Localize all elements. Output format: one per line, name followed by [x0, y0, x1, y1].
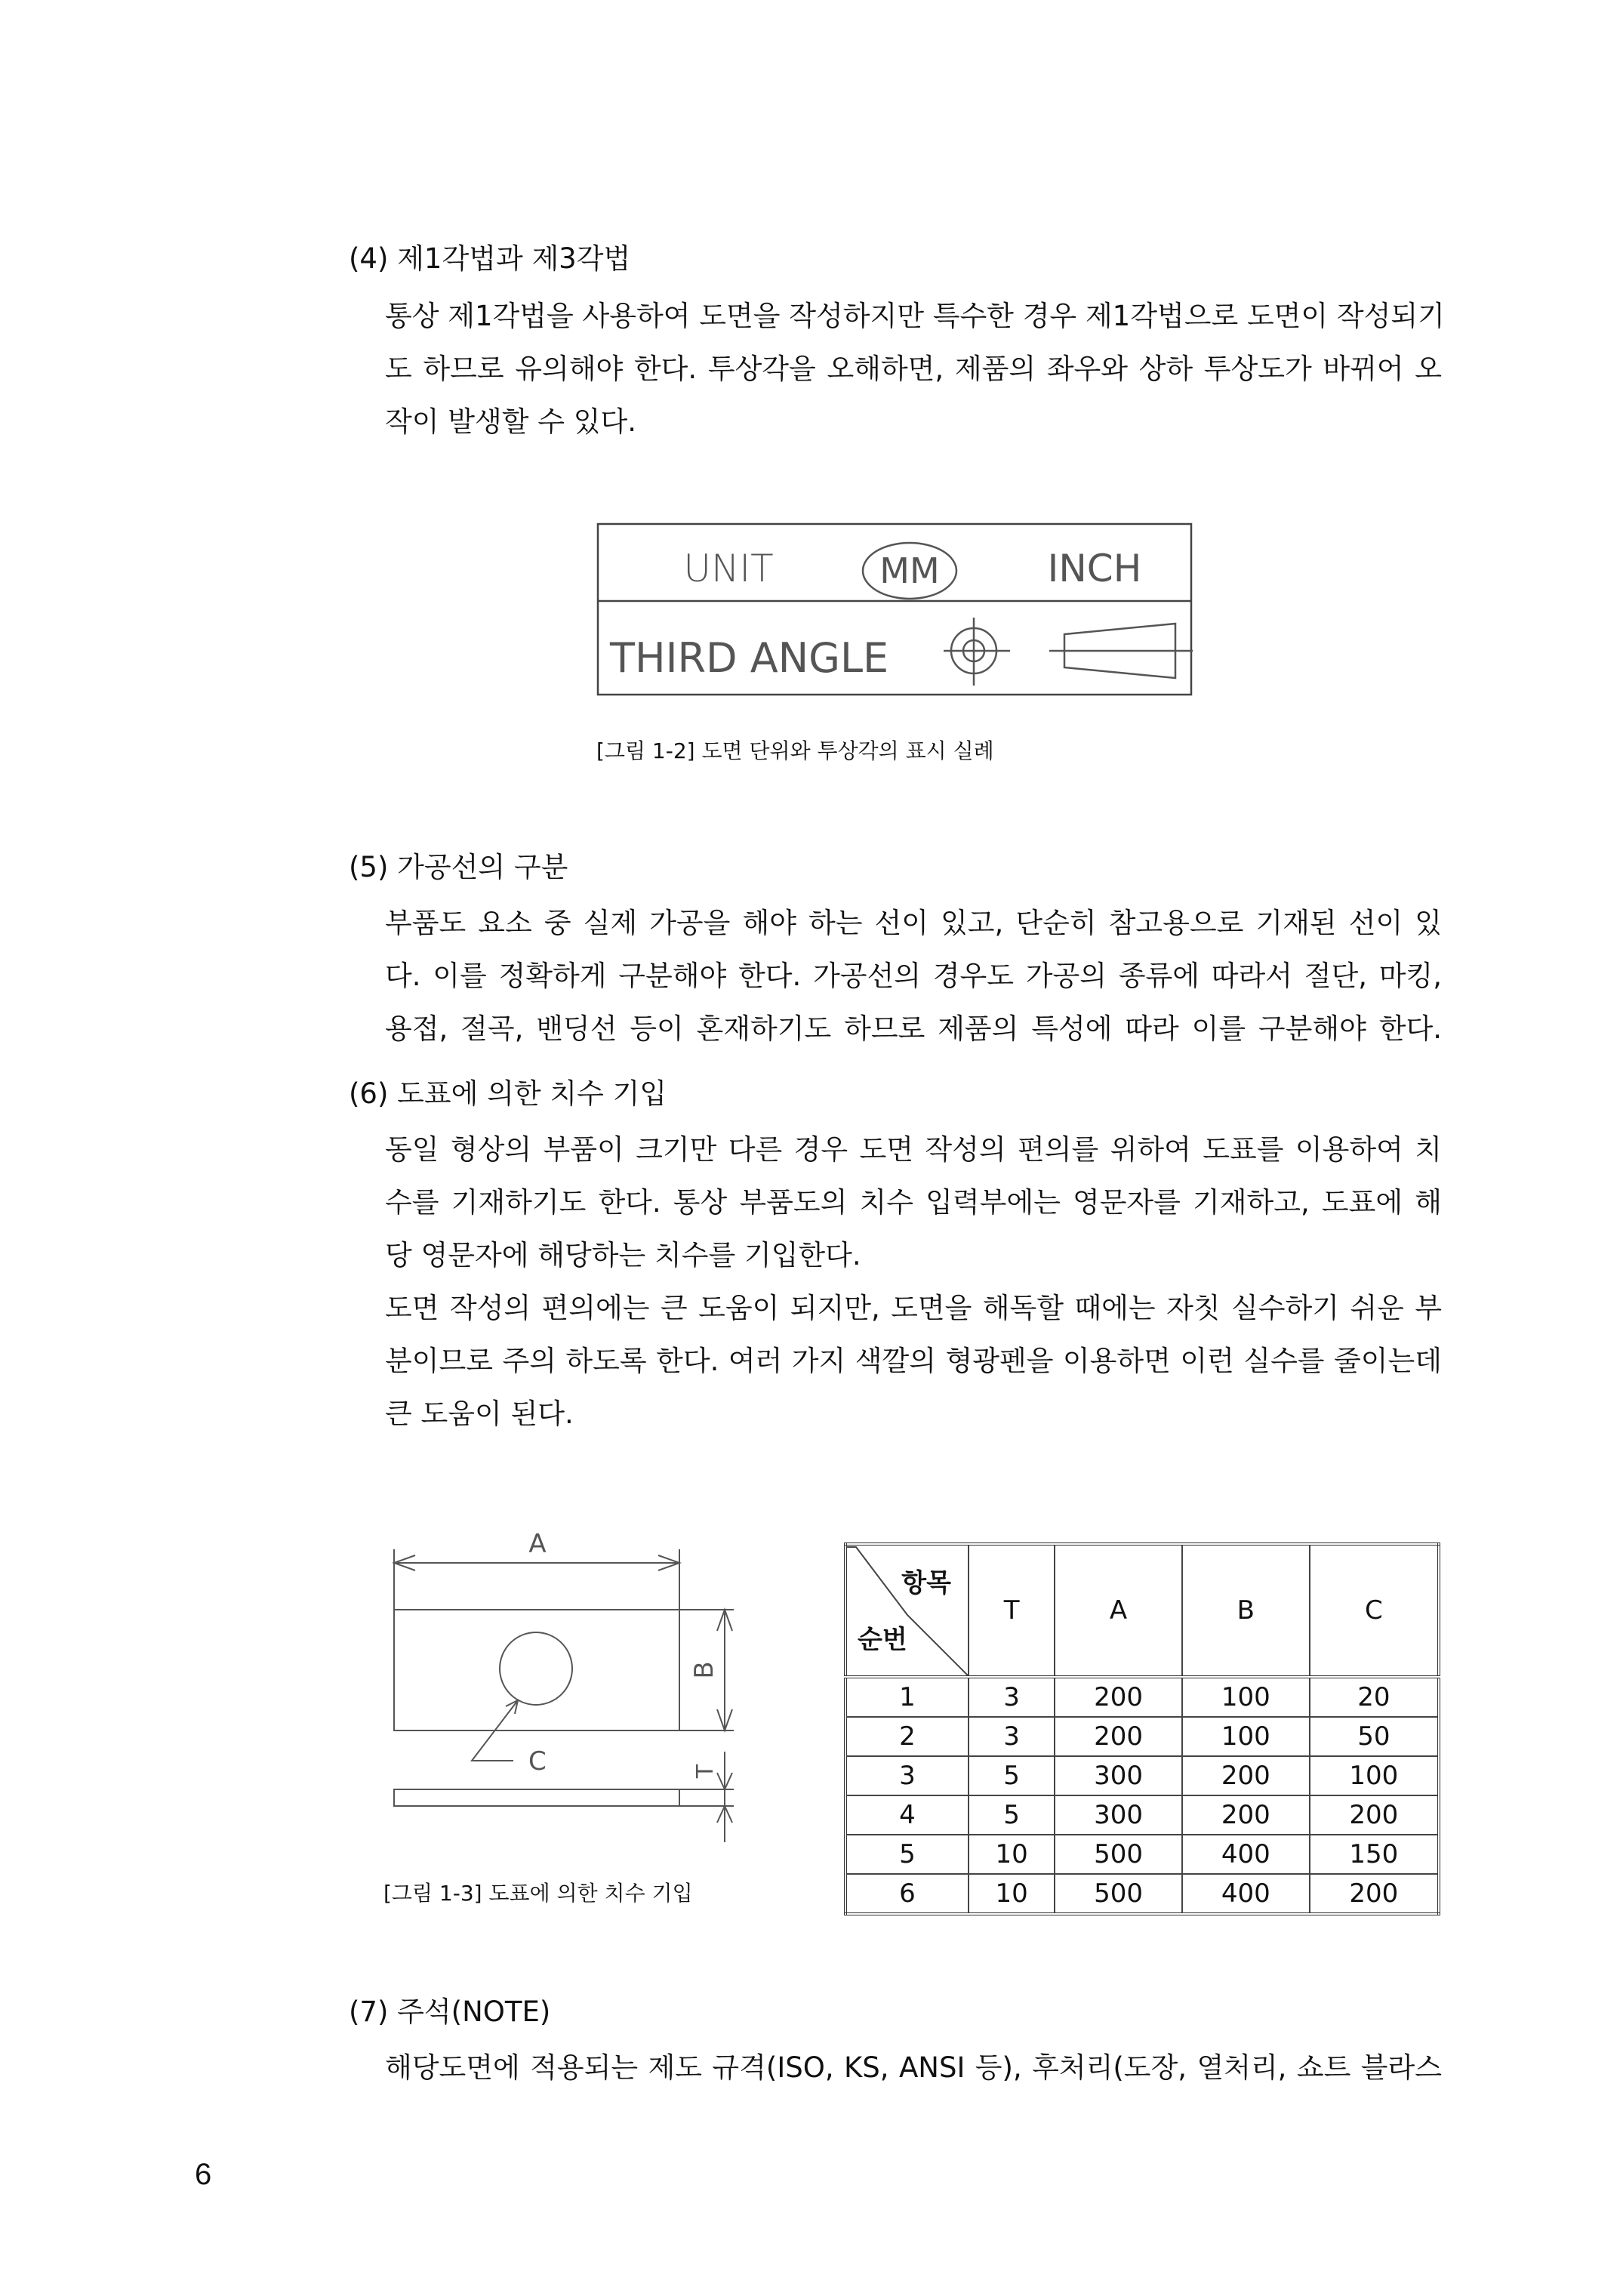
- table-cell: 10: [969, 1835, 1055, 1874]
- section-4-heading: (4) 제1각법과 제3각법: [349, 242, 631, 275]
- inch-label: INCH: [1047, 547, 1142, 590]
- table-corner-cell: [845, 1544, 969, 1677]
- section-6-line-6: 큰 도움이 된다.: [385, 1398, 574, 1430]
- table-row: [845, 1795, 1439, 1835]
- column-header: T: [969, 1544, 1055, 1677]
- dim-label-a: A: [528, 1529, 547, 1559]
- projection-circle-icon: [944, 618, 1010, 686]
- table-cell: 3: [845, 1756, 969, 1795]
- table-cell: 6: [845, 1874, 969, 1914]
- section-6-line-4: 도면 작성의 편의에는 큰 도움이 되지만, 도면을 해독할 때에는 자칫 실수하기 쉬운 부: [385, 1292, 1442, 1324]
- table-cell: 5: [969, 1756, 1055, 1795]
- table-cell: 100: [1182, 1677, 1310, 1717]
- table-cell: 2: [845, 1717, 969, 1756]
- section-6-line-3: 당 영문자에 해당하는 치수를 기입한다.: [385, 1239, 861, 1271]
- table-cell: 200: [1055, 1677, 1182, 1717]
- table-cell: 400: [1182, 1874, 1310, 1914]
- header-order-label: 순번: [858, 1625, 907, 1655]
- table-row: [845, 1835, 1439, 1874]
- table-row: [845, 1677, 1439, 1717]
- table-cell: 200: [1310, 1795, 1439, 1835]
- unit-label: UNIT: [683, 547, 774, 590]
- table-cell: 150: [1310, 1835, 1439, 1874]
- section-6-line-1: 동일 형상의 부품이 크기만 다른 경우 도면 작성의 편의를 위하여 도표를 이용하여 치: [385, 1133, 1442, 1166]
- table-cell: 3: [969, 1677, 1055, 1717]
- column-header: B: [1182, 1544, 1310, 1677]
- table-cell: 100: [1182, 1717, 1310, 1756]
- page-number: 6: [195, 2158, 212, 2191]
- mm-label: MM: [879, 550, 940, 591]
- table-cell: 200: [1310, 1874, 1439, 1914]
- table-cell: 1: [845, 1677, 969, 1717]
- dimension-table: [844, 1542, 1440, 1915]
- table-cell: 300: [1055, 1756, 1182, 1795]
- section-7-heading: (7) 주석(NOTE): [349, 1996, 551, 2028]
- table-cell: 200: [1182, 1795, 1310, 1835]
- table-cell: 100: [1310, 1756, 1439, 1795]
- section-5-line-1: 부품도 요소 중 실제 가공을 해야 하는 선이 있고, 단순히 참고용으로 기재된 선이 있: [385, 907, 1442, 939]
- unit-projection-figure: [596, 521, 1215, 710]
- section-5-line-3: 용접, 절곡, 밴딩선 등이 혼재하기도 하므로 제품의 특성에 따라 이를 구분해야 한다.: [385, 1012, 1442, 1045]
- table-cell: 200: [1055, 1717, 1182, 1756]
- table-cell: 3: [969, 1717, 1055, 1756]
- table-cell: 500: [1055, 1874, 1182, 1914]
- table-row: [845, 1874, 1439, 1914]
- section-6-heading: (6) 도표에 의한 치수 기입: [349, 1077, 667, 1110]
- section-4-line-1: 통상 제1각법을 사용하여 도면을 작성하지만 특수한 경우 제1각법으로 도면이 작성되기: [385, 300, 1445, 332]
- figure-1-3-caption: [그림 1-3] 도표에 의한 치수 기입: [383, 1881, 693, 1906]
- column-header: A: [1055, 1544, 1182, 1677]
- table-cell: 5: [969, 1795, 1055, 1835]
- column-header: C: [1310, 1544, 1439, 1677]
- section-6-line-2: 수를 기재하기도 한다. 통상 부품도의 치수 입력부에는 영문자를 기재하고, 도표에 해: [385, 1186, 1442, 1219]
- table-cell: 4: [845, 1795, 969, 1835]
- section-5-line-2: 다. 이를 정확하게 구분해야 한다. 가공선의 경우도 가공의 종류에 따라서 절단, 마킹,: [385, 960, 1442, 992]
- table-row: [845, 1717, 1439, 1756]
- table-cell: 400: [1182, 1835, 1310, 1874]
- section-7-line-1: 해당도면에 적용되는 제도 규격(ISO, KS, ANSI 등), 후처리(도장, 열처리, 쇼트 블라스: [385, 2051, 1442, 2084]
- table-cell: 10: [969, 1874, 1055, 1914]
- table-cell: 20: [1310, 1677, 1439, 1717]
- plate-dimension-drawing: [377, 1525, 770, 1872]
- dim-label-c: C: [528, 1746, 547, 1777]
- table-cell: 200: [1182, 1756, 1310, 1795]
- section-4-line-2: 도 하므로 유의해야 한다. 투상각을 오해하면, 제품의 좌우와 상하 투상도가 바뀌어 오: [385, 353, 1442, 385]
- table-cell: 50: [1310, 1717, 1439, 1756]
- table-cell: 5: [845, 1835, 969, 1874]
- section-4-line-3: 작이 발생할 수 있다.: [385, 405, 636, 438]
- header-item-label: 항목: [901, 1568, 951, 1598]
- dim-label-b: B: [689, 1661, 719, 1679]
- table-row: [845, 1756, 1439, 1795]
- table-cell: 300: [1055, 1795, 1182, 1835]
- third-angle-label: THIRD ANGLE: [610, 634, 889, 682]
- projection-cone-icon: [1049, 624, 1193, 678]
- figure-1-2-caption: [그림 1-2] 도면 단위와 투상각의 표시 실례: [596, 738, 994, 763]
- dim-label-t: T: [692, 1764, 719, 1779]
- table-cell: 500: [1055, 1835, 1182, 1874]
- table-header-row: [845, 1544, 1439, 1677]
- section-5-heading: (5) 가공선의 구분: [349, 851, 568, 883]
- section-6-line-5: 분이므로 주의 하도록 한다. 여러 가지 색깔의 형광펜을 이용하면 이런 실수를 줄이는데: [385, 1345, 1442, 1377]
